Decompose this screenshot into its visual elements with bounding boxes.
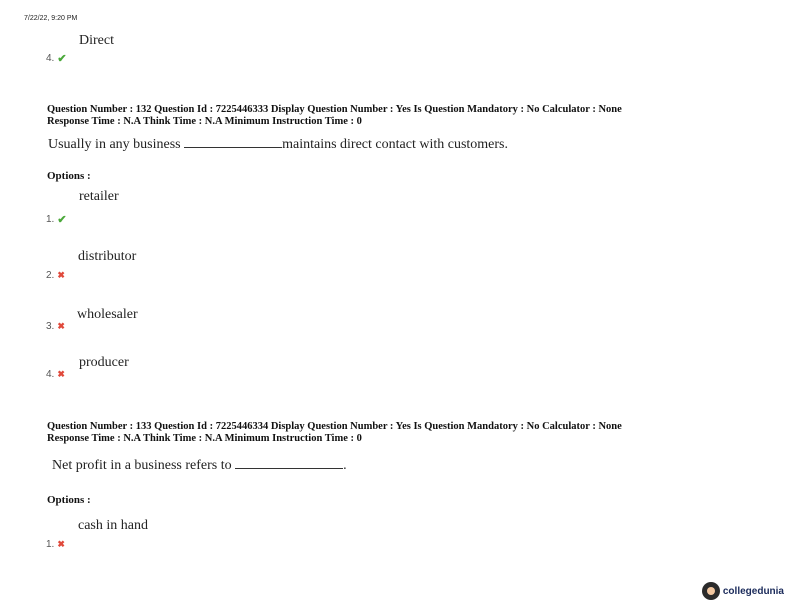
options-label: Options : <box>47 494 91 506</box>
question-text-before: Usually in any business <box>48 137 181 152</box>
question-meta-line: Response Time : N.A Think Time : N.A Minimum Instruction Time : 0 <box>47 116 362 127</box>
options-label: Options : <box>47 170 91 182</box>
cross-icon: ✖ <box>57 270 65 280</box>
option-number-label: 4. <box>46 369 55 380</box>
option-text: wholesaler <box>77 307 138 322</box>
option-number-label: 2. <box>46 270 55 281</box>
option-number <box>46 52 67 65</box>
option-number <box>46 270 65 281</box>
option-number-label: 4. <box>46 53 55 64</box>
option-number-label: 3. <box>46 321 55 332</box>
question-text <box>52 458 347 474</box>
question-meta-line: Response Time : N.A Think Time : N.A Minimum Instruction Time : 0 <box>47 433 362 444</box>
question-meta <box>47 104 622 128</box>
question-meta <box>47 421 622 445</box>
check-icon: ✔ <box>57 53 67 65</box>
option-number <box>46 539 65 550</box>
cross-icon: ✖ <box>57 321 65 331</box>
option-text: distributor <box>78 249 137 264</box>
print-timestamp: 7/22/22, 9:20 PM <box>24 15 78 22</box>
option-number <box>46 369 65 380</box>
collegedunia-logo <box>702 582 784 600</box>
fill-blank <box>235 468 343 469</box>
check-icon: ✔ <box>57 214 67 226</box>
cross-icon: ✖ <box>57 369 65 379</box>
logo-wordmark: collegedunia <box>722 585 784 597</box>
question-meta-line: Question Number : 132 Question Id : 7225446333 Display Question Number : Yes Is Question Mandatory : No Calculator : None <box>47 104 622 115</box>
question-meta-line: Question Number : 133 Question Id : 7225446334 Display Question Number : Yes Is Question Mandatory : No Calculator : None <box>47 421 622 432</box>
question-text-after: maintains direct contact with customers. <box>282 137 508 152</box>
option-number-label: 1. <box>46 214 55 225</box>
option-text: retailer <box>79 189 119 204</box>
fill-blank <box>184 147 282 148</box>
cross-icon: ✖ <box>57 539 65 549</box>
question-text <box>48 137 508 153</box>
option-number-label: 1. <box>46 539 55 550</box>
option-number <box>46 213 67 226</box>
question-text-before: Net profit in a business refers to <box>52 458 232 473</box>
question-text-after: . <box>343 458 347 473</box>
option-number <box>46 321 65 332</box>
mascot-icon <box>702 582 720 600</box>
option-text: cash in hand <box>78 518 148 533</box>
option-text: Direct <box>79 33 114 48</box>
option-text: producer <box>79 355 129 370</box>
